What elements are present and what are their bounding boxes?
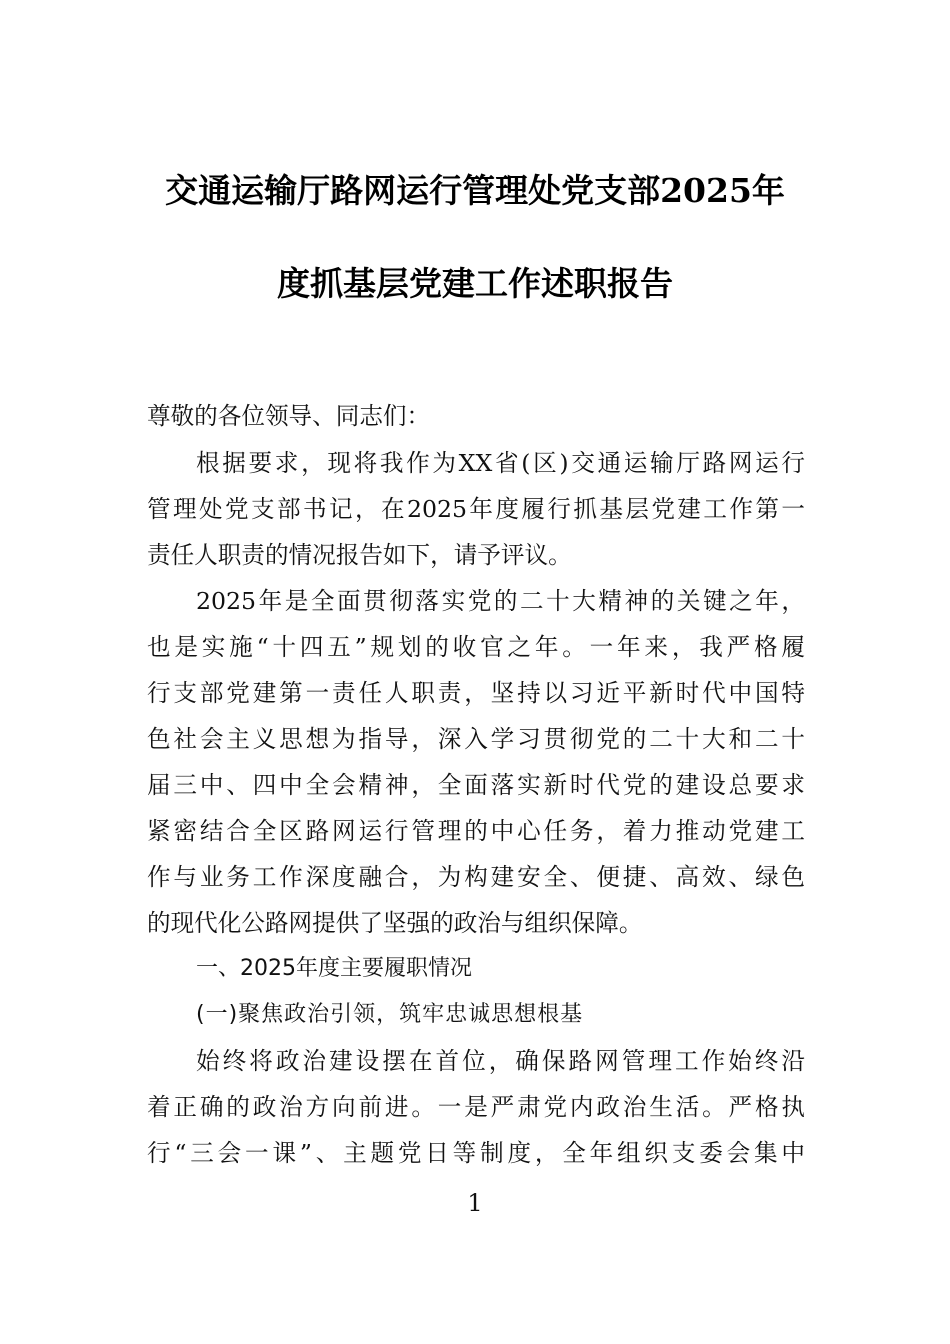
paragraph-line: 始终将政治建设摆在首位，确保路网管理工作始终沿 [196, 1047, 805, 1075]
document-title-line-1: 交通运输厅路网运行管理处党支部2025年 [165, 171, 785, 210]
section-heading: 一、2025年度主要履职情况 [196, 956, 472, 981]
document-title-line-2: 度抓基层党建工作述职报告 [277, 264, 673, 303]
paragraph-line: 根据要求，现将我作为XX省(区)交通运输厅路网运行 [196, 449, 805, 477]
paragraph-line: 责任人职责的情况报告如下，请予评议。 [147, 541, 572, 569]
paragraph-line: 2025年是全面贯彻落实党的二十大精神的关键之年， [196, 587, 805, 615]
paragraph-line: 的现代化公路网提供了坚强的政治与组织保障。 [147, 909, 643, 937]
paragraph-line: 行“三会一课”、主题党日等制度，全年组织支委会集中 [147, 1139, 805, 1167]
page-number: 1 [467, 1189, 483, 1217]
subsection-heading: (一)聚焦政治引领，筑牢忠诚思想根基 [196, 1002, 584, 1027]
paragraph-line: 届三中、四中全会精神，全面落实新时代党的建设总要求 [147, 771, 805, 799]
paragraph-line: 也是实施“十四五”规划的收官之年。一年来，我严格履 [147, 633, 805, 661]
paragraph-line: 作与业务工作深度融合，为构建安全、便捷、高效、绿色 [147, 863, 805, 891]
paragraph-line: 管理处党支部书记，在2025年度履行抓基层党建工作第一 [147, 495, 805, 523]
paragraph-line: 着正确的政治方向前进。一是严肃党内政治生活。严格执 [147, 1093, 805, 1121]
salutation: 尊敬的各位领导、同志们： [147, 402, 431, 430]
paragraph-line: 行支部党建第一责任人职责，坚持以习近平新时代中国特 [147, 679, 805, 707]
paragraph-line: 色社会主义思想为指导，深入学习贯彻党的二十大和二十 [147, 725, 805, 753]
paragraph-line: 紧密结合全区路网运行管理的中心任务，着力推动党建工 [147, 817, 805, 845]
